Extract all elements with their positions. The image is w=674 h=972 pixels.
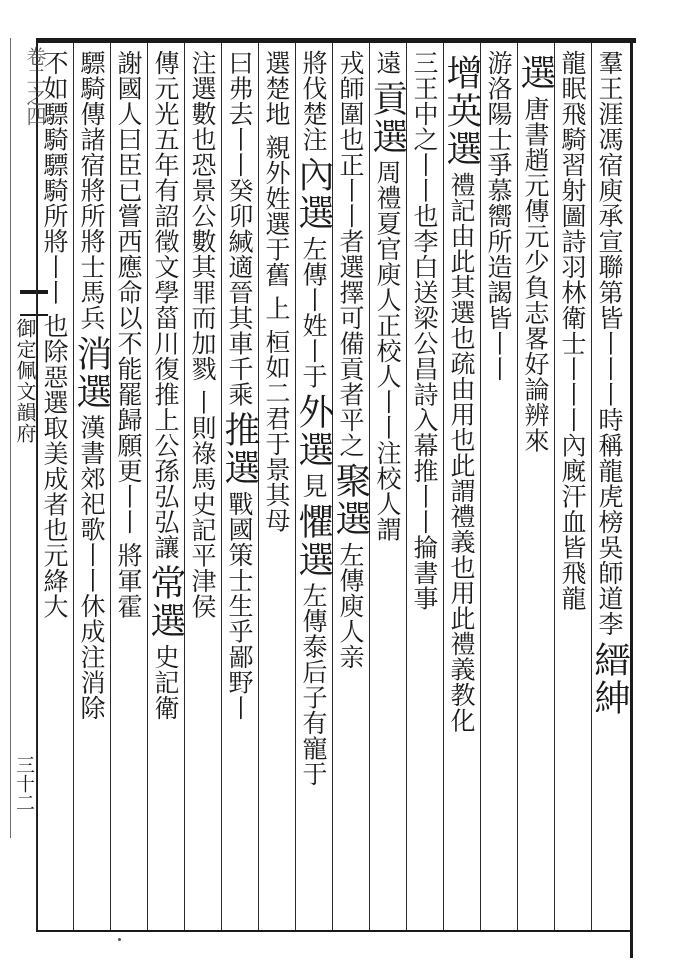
text-segment: 左傳庾人亲 <box>336 542 365 670</box>
text-segment: 上 <box>262 295 291 321</box>
text-column <box>145 50 186 928</box>
text-column <box>589 50 630 928</box>
text-column <box>441 50 482 928</box>
text-segment: 曰弗去丨丨癸卯緘適晉其車千乘 <box>225 50 254 407</box>
text-segment: 將軍霍 <box>114 542 143 619</box>
text-segment: 遠 <box>373 50 402 76</box>
headword: 縉紳 <box>589 640 630 717</box>
text-column <box>37 50 72 928</box>
text-segment: 丨則祿馬史記平津侯 <box>188 389 217 619</box>
headword: 懼選 <box>293 502 334 579</box>
page-bottom-rule <box>36 930 633 932</box>
headword: 常選 <box>145 564 186 640</box>
text-segment: 傳元光五年有詔徵文學菑川復推上公孫弘弘讓 <box>151 50 180 560</box>
text-column <box>367 50 408 928</box>
headword: 貢選 <box>367 79 408 156</box>
text-column <box>555 50 590 928</box>
text-column <box>185 50 220 928</box>
text-segment: 三王中之丨丨也李白送梁公昌詩入幕推丨丨掄書事 <box>410 50 439 611</box>
text-segment: 羣王涯馮宿庾承宣聯第皆丨丨丨時稱龍虎榜吳師道李 <box>595 50 624 637</box>
text-segment: 也除惡選取美成者也元絳大 <box>40 313 69 619</box>
headword: 推選 <box>219 411 260 487</box>
edition-label: 御定佩文韻府 <box>13 318 37 444</box>
text-segment: 選楚地 <box>262 50 291 127</box>
text-segment: 周禮夏官庾人正校人丨丨注校人謂 <box>373 159 402 542</box>
text-column <box>259 50 294 928</box>
text-segment: 唐書趙元傳元少負志畧好論辨來 <box>521 96 550 453</box>
headword: 外選 <box>293 393 334 469</box>
headword: 增英選 <box>441 54 482 168</box>
text-segment: 禮記由此其選也疏由用也此謂禮義也用此禮義教化 <box>447 172 476 733</box>
text-column <box>515 50 556 928</box>
text-segment: 游洛陽士爭慕嚮所造謁皆丨丨 <box>484 50 513 382</box>
text-segment: 左傳泰后子有寵于 <box>299 582 328 787</box>
headword: 選 <box>515 54 556 92</box>
page-right-rule <box>630 38 633 958</box>
text-segment: 見 <box>299 473 328 499</box>
headword: 內選 <box>293 156 334 232</box>
text-segment: 戎師圍也正丨丨者選擇可備貢者平之 <box>336 50 365 458</box>
text-segment: 將伐楚注 <box>299 50 328 152</box>
text-column <box>481 50 516 928</box>
text-column <box>330 50 371 928</box>
text-column <box>407 50 442 928</box>
page-top-rule <box>36 38 636 43</box>
text-column <box>71 50 112 928</box>
text-segment: 驃騎傳諸宿將所將士馬兵 <box>77 50 106 331</box>
text-column <box>293 50 334 928</box>
text-segment: 謝國人曰臣已嘗西應命以不能罷歸願更丨丨 <box>114 50 143 535</box>
page-number: 三十二 <box>13 755 35 812</box>
text-column <box>219 50 260 928</box>
headword: 聚選 <box>330 462 371 538</box>
side-reference: 卷二之四 <box>23 46 47 126</box>
foot-dot <box>118 938 121 941</box>
text-column <box>111 50 146 928</box>
text-segment: 親外姓選于舊 <box>262 134 291 288</box>
text-segment: 漢書郊祀歌丨丨休成注消除 <box>77 414 106 721</box>
text-segment: 戰國策士生乎鄙野丨 <box>225 491 254 721</box>
text-segment: 史記衛 <box>151 644 180 721</box>
text-segment: 左傳丨姓丨于 <box>299 236 328 389</box>
text-segment: 桓如二君于景其母 <box>262 329 291 533</box>
text-segment: 注選數也恐景公數其罪而加戮 <box>188 50 217 382</box>
text-segment: 不如驃騎驃騎所將丨丨 <box>40 50 69 305</box>
text-segment: 龍眠飛騎習射圖詩羽林衛士丨丨丨內廐汗血皆飛龍 <box>558 50 587 611</box>
headword: 消選 <box>71 334 112 411</box>
